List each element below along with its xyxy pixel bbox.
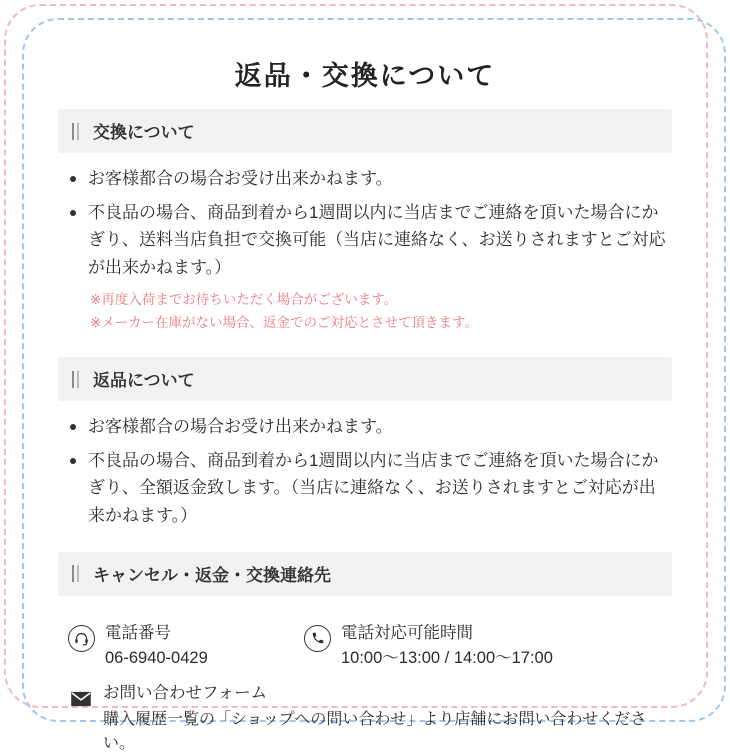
phone-value[interactable]: 06-6940-0429 [105,648,208,667]
list-item: 不良品の場合、商品到着から1週間以内に当店までご連絡を頂いた場合にかぎり、送料当店負担で交換可能（当店に連絡なく、お送りされますとご対応が出来かねます。） [68,199,668,281]
phone-label: 電話番号 [105,623,171,642]
list-item: お客様都合の場合お受け出来かねます。 [68,413,668,440]
list-item: お客様都合の場合お受け出来かねます。 [68,165,668,192]
section-heading-contact-label: キャンセル・返金・交換連絡先 [93,565,331,585]
section-heading-return-label: 返品について [93,371,195,390]
section-heading-contact [58,552,672,596]
section-heading-exchange-label: 交換について [93,123,195,142]
contact-row-form [68,682,668,756]
mail-icon [68,686,93,711]
section-heading-exchange [58,109,672,153]
phone-number-group [68,622,304,671]
exchange-notes [58,288,672,335]
form-description: 購入履歴一覧の「ショップへの問い合わせ」より店舗にお問い合わせください。 [103,711,647,753]
note-text: ※メーカー在庫がない場合、返金でのご対応とさせて頂きます。 [90,315,478,331]
note-text: ※再度入荷までお待ちいただく場合がございます。 [90,291,398,307]
return-bullet-list [58,413,672,529]
exchange-bullet-list [58,165,672,281]
hours-value: 10:00〜13:00 / 14:00〜17:00 [341,648,553,667]
hours-label: 電話対応可能時間 [341,623,473,642]
headset-icon [68,625,95,652]
spacer [58,536,672,552]
phone-icon [304,625,331,652]
section-heading-return [58,357,672,401]
list-item: 不良品の場合、商品到着から1週間以内に当店までご連絡を頂いた場合にかぎり、全額返金致します。（当店に連絡なく、お送りされますとご対応が出来かねます。） [68,447,668,529]
spacer [58,339,672,357]
page-title: 返品・交換について [234,61,496,91]
phone-hours-group [304,622,553,671]
content-card [30,26,700,753]
heading-bars-icon [72,369,82,387]
heading-bars-icon [72,564,82,582]
contact-row-phone [68,622,668,671]
contact-block [58,608,672,756]
heading-bars-icon [72,121,82,139]
form-label[interactable]: お問い合わせフォーム [103,684,268,703]
